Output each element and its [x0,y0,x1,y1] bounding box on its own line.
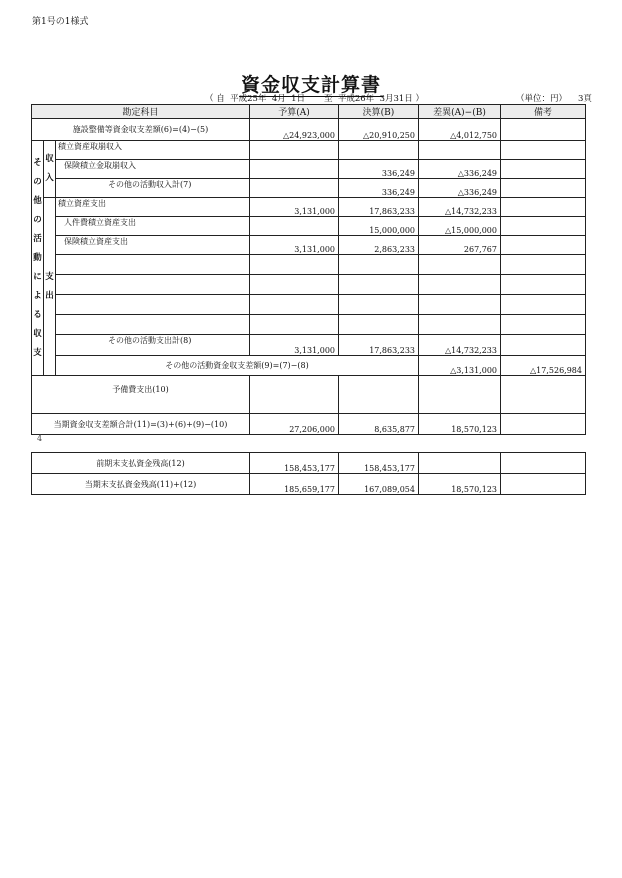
budget-other-balance: △3,131,000 [419,356,501,376]
diff-reserve-expense: △14,732,233 [419,198,501,217]
actual-facility-balance: △20,910,250 [339,119,419,141]
label-other-income-total: その他の活動収入計(7) [56,179,250,198]
row-period-total [32,414,586,435]
label-other-balance: その他の活動資金収支差額(9)=(7)−(8) [56,356,419,376]
title-text: 資金収支計算書 [240,74,381,96]
side-char: そ [33,157,42,168]
label-insurance-withdrawal: 保険積立金取崩収入 [56,160,250,179]
budget-other-expense-total: 3,131,000 [250,335,339,356]
row-personnel-reserve [32,217,586,236]
side-char: の [33,214,42,225]
label-facility-balance: 施設整備等資金収支差額(6)=(4)−(5) [32,119,250,141]
actual-other-expense-total: 17,863,233 [339,335,419,356]
diff-other-expense-total: △14,732,233 [419,335,501,356]
header-diff: 差異(A)−(B) [419,105,501,119]
side-char: よ [33,290,42,301]
header-remarks: 備考 [501,105,586,119]
side-char: る [33,309,42,320]
label-reserve-withdrawal: 積立資産取崩収入 [56,141,250,160]
row-reserve-withdrawal [32,141,586,160]
actual-period-total: 8,635,877 [339,414,419,435]
row-insurance-reserve [32,236,586,255]
cashflow-table [31,104,586,435]
budget-period-total: 27,206,000 [250,414,339,435]
diff-insurance-withdrawal: △336,249 [419,160,501,179]
row-empty [32,275,586,295]
side-group-label [32,141,44,376]
actual-other-balance: △17,526,984 [501,356,586,376]
actual-current-balance: 167,089,054 [339,474,419,495]
side-char: 出 [45,290,54,301]
diff-personnel-reserve: △15,000,000 [419,217,501,236]
row-other-balance [32,356,586,376]
stray-mark: 4 [37,434,43,443]
label-current-balance: 当期末支払資金残高(11)+(12) [32,474,250,495]
row-facility-balance [32,119,586,141]
header-budget: 予算(A) [250,105,339,119]
side-expense-label [44,198,56,376]
side-income-label [44,141,56,198]
row-empty [32,255,586,275]
fiscal-period: （ 自 平成25年 4月 1日 至 平成26年 3月31日 ） [205,94,425,104]
side-char: 入 [45,173,54,183]
row-contingency [32,376,586,414]
label-prior-balance: 前期末支払資金残高(12) [32,453,250,474]
label-other-expense-total: その他の活動支出計(8) [56,335,250,356]
budget-prior-balance: 158,453,177 [250,453,339,474]
actual-insurance-withdrawal: 336,249 [339,160,419,179]
side-char: 活 [33,233,42,244]
label-contingency: 予備費支出(10) [32,376,250,414]
side-char: 収 [45,154,54,164]
actual-prior-balance: 158,453,177 [339,453,419,474]
budget-insurance-reserve: 3,131,000 [250,236,339,255]
side-char: 収 [33,328,42,339]
budget-facility-balance: △24,923,000 [250,119,339,141]
budget-current-balance: 185,659,177 [250,474,339,495]
row-other-expense-total [32,335,586,356]
side-char: 支 [33,347,42,358]
row-insurance-withdrawal [32,160,586,179]
actual-insurance-reserve: 2,863,233 [339,236,419,255]
diff-other-income-total: △336,249 [419,179,501,198]
header-account: 勘定科目 [32,105,250,119]
diff-current-balance: 18,570,123 [419,474,501,495]
label-reserve-expense: 積立資産支出 [56,198,250,217]
actual-reserve-expense: 17,863,233 [339,198,419,217]
row-empty [32,295,586,315]
row-reserve-expense [32,198,586,217]
unit-label: （単位：円） [516,94,568,104]
side-char: 他 [33,195,42,206]
label-insurance-reserve: 保険積立資産支出 [56,236,250,255]
budget-reserve-expense: 3,131,000 [250,198,339,217]
row-current-balance [32,474,586,495]
row-empty [32,315,586,335]
diff-insurance-reserve: 267,767 [419,236,501,255]
side-char: 動 [33,252,42,263]
label-period-total: 当期資金収支差額合計(11)=(3)+(6)+(9)−(10) [32,414,250,435]
header-row [32,105,586,119]
row-prior-balance [32,453,586,474]
actual-personnel-reserve: 15,000,000 [339,217,419,236]
side-char: に [33,271,42,282]
balance-table [31,452,586,495]
form-number: 第1号の1様式 [32,17,89,27]
diff-facility-balance: △4,012,750 [419,119,501,141]
actual-other-income-total: 336,249 [339,179,419,198]
diff-period-total: 18,570,123 [419,414,501,435]
header-actual: 決算(B) [339,105,419,119]
label-personnel-reserve: 人件費積立資産支出 [56,217,250,236]
row-other-income-total [32,179,586,198]
side-char: 支 [45,271,54,282]
diff-prior-balance [419,453,501,474]
page-number: 3頁 [578,94,592,104]
side-char: の [33,176,42,187]
